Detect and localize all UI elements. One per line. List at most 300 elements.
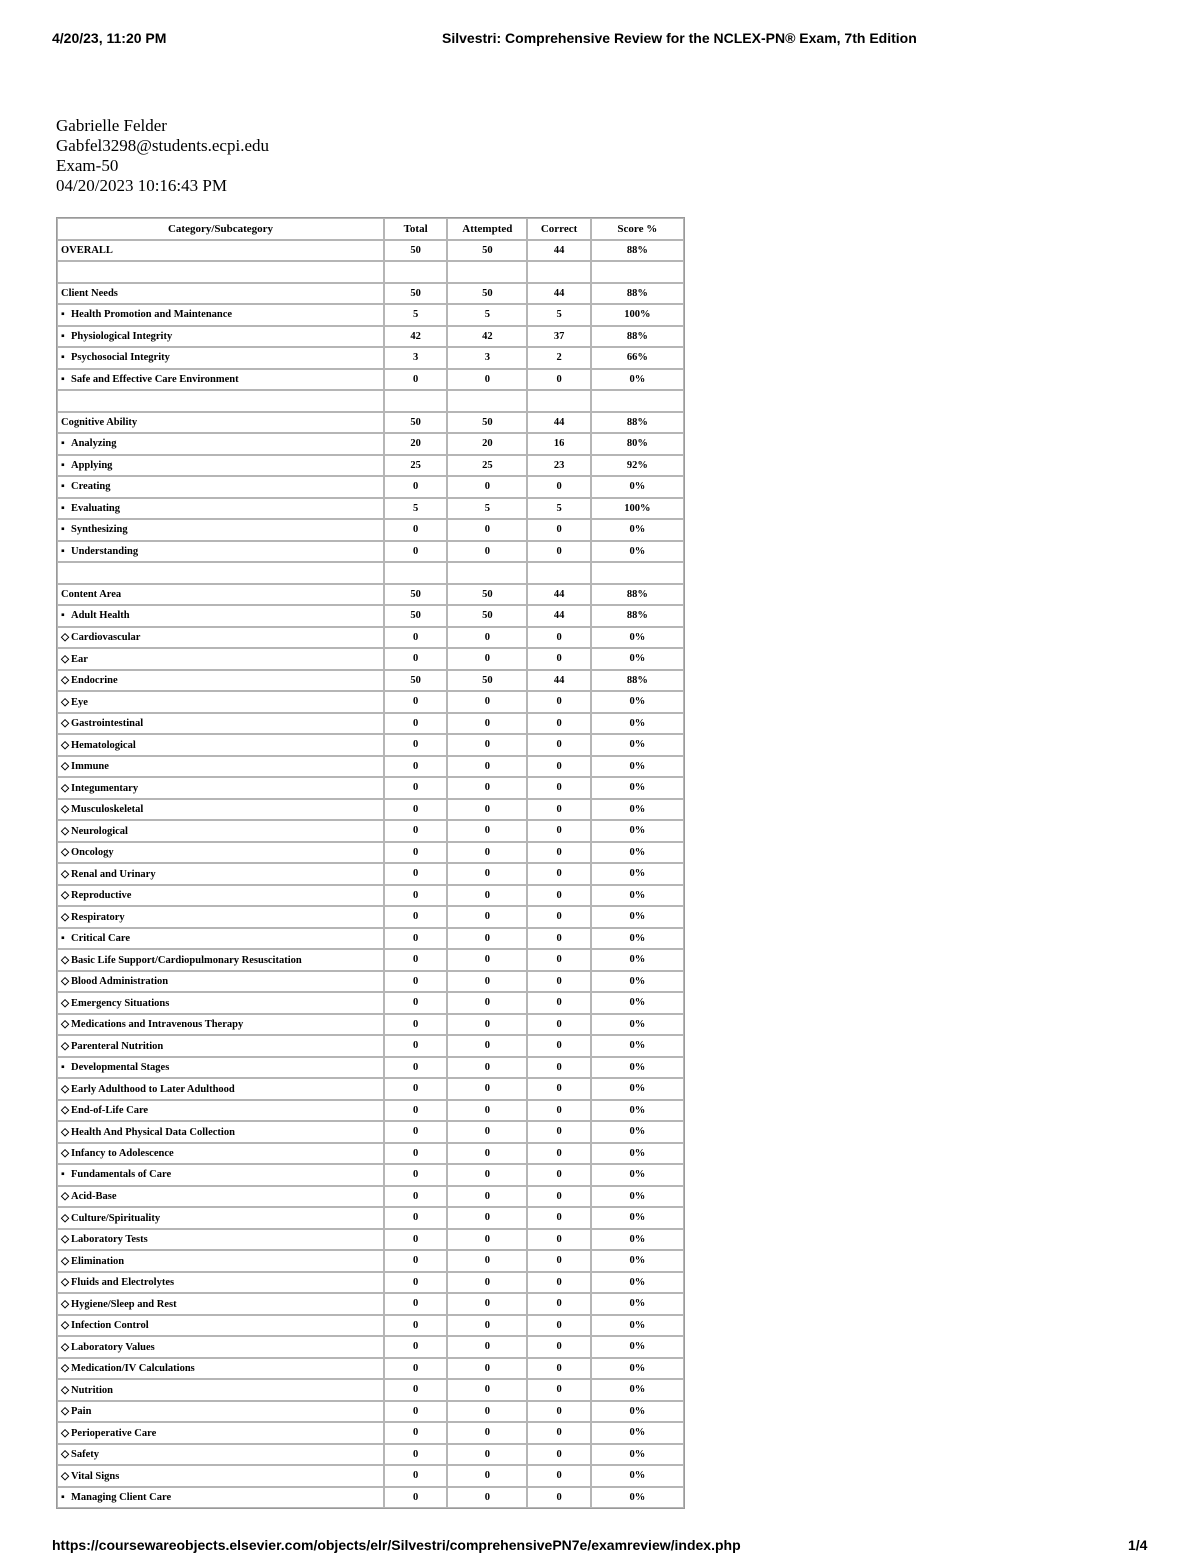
page-url: https://coursewareobjects.elsevier.com/objects/elr/Silvestri/comprehensivePN7e/examreview/index.php [52, 1537, 741, 1553]
column-header-category: Category/Subcategory [57, 218, 384, 240]
category-label: Laboratory Tests [71, 1234, 148, 1246]
correct-cell: 0 [527, 1444, 590, 1466]
total-cell: 3 [384, 347, 447, 369]
table-row [57, 240, 684, 262]
score-cell: 88% [591, 412, 684, 434]
score-cell: 0% [591, 1444, 684, 1466]
category-cell [57, 369, 384, 391]
score-cell: 0% [591, 906, 684, 928]
correct-cell: 0 [527, 1078, 590, 1100]
correct-cell: 0 [527, 519, 590, 541]
correct-cell: 0 [527, 863, 590, 885]
category-cell [57, 992, 384, 1014]
category-cell [57, 1465, 384, 1487]
table-row [57, 1336, 684, 1358]
correct-cell: 44 [527, 412, 590, 434]
diamond-bullet-icon: ◇ [61, 1040, 70, 1052]
attempted-cell: 0 [447, 1487, 527, 1509]
table-row [57, 1121, 684, 1143]
category-cell [57, 1444, 384, 1466]
diamond-bullet-icon: ◇ [61, 1320, 70, 1332]
table-row [57, 1272, 684, 1294]
total-cell: 0 [384, 1186, 447, 1208]
square-bullet-icon: ▪ [61, 481, 65, 493]
score-cell: 0% [591, 1035, 684, 1057]
attempted-cell: 0 [447, 1100, 527, 1122]
score-cell: 0% [591, 1358, 684, 1380]
score-cell: 0% [591, 1336, 684, 1358]
correct-cell: 0 [527, 1336, 590, 1358]
category-label: Renal and Urinary [71, 868, 156, 880]
category-cell [57, 799, 384, 821]
attempted-cell: 5 [447, 304, 527, 326]
total-cell: 0 [384, 820, 447, 842]
column-header-attempted: Attempted [447, 218, 527, 240]
correct-cell: 0 [527, 820, 590, 842]
score-cell: 0% [591, 949, 684, 971]
square-bullet-icon: ▪ [61, 610, 65, 622]
total-cell: 42 [384, 326, 447, 348]
score-cell: 0% [591, 519, 684, 541]
empty-cell [384, 261, 447, 283]
correct-cell: 16 [527, 433, 590, 455]
attempted-cell: 0 [447, 1078, 527, 1100]
table-row [57, 1465, 684, 1487]
correct-cell: 0 [527, 648, 590, 670]
category-cell [57, 584, 384, 606]
empty-cell [447, 390, 527, 412]
empty-cell [591, 562, 684, 584]
attempted-cell: 0 [447, 777, 527, 799]
category-label: Parenteral Nutrition [71, 1040, 164, 1052]
correct-cell: 0 [527, 1293, 590, 1315]
table-row [57, 1057, 684, 1079]
correct-cell: 0 [527, 756, 590, 778]
correct-cell: 0 [527, 1164, 590, 1186]
category-label: Cardiovascular [71, 632, 141, 644]
correct-cell: 0 [527, 1315, 590, 1337]
table-row [57, 541, 684, 563]
attempted-cell: 0 [447, 1336, 527, 1358]
total-cell: 0 [384, 1229, 447, 1251]
table-row [57, 1315, 684, 1337]
category-cell [57, 605, 384, 627]
correct-cell: 23 [527, 455, 590, 477]
attempted-cell: 3 [447, 347, 527, 369]
student-name: Gabrielle Felder [56, 116, 167, 135]
correct-cell: 37 [527, 326, 590, 348]
score-cell: 0% [591, 369, 684, 391]
correct-cell: 0 [527, 992, 590, 1014]
diamond-bullet-icon: ◇ [61, 718, 70, 730]
category-cell [57, 713, 384, 735]
correct-cell: 0 [527, 1057, 590, 1079]
attempted-cell: 0 [447, 928, 527, 950]
total-cell: 0 [384, 734, 447, 756]
category-label: Fluids and Electrolytes [71, 1277, 175, 1289]
correct-cell: 0 [527, 777, 590, 799]
category-label: Blood Administration [71, 976, 169, 988]
diamond-bullet-icon: ◇ [61, 1105, 70, 1117]
empty-cell [57, 562, 384, 584]
total-cell: 0 [384, 1422, 447, 1444]
empty-cell [384, 562, 447, 584]
category-label: Cognitive Ability [61, 416, 138, 428]
total-cell: 0 [384, 777, 447, 799]
category-cell [57, 842, 384, 864]
total-cell: 0 [384, 1465, 447, 1487]
column-header-total: Total [384, 218, 447, 240]
total-cell: 0 [384, 713, 447, 735]
attempted-cell: 0 [447, 1379, 527, 1401]
diamond-bullet-icon: ◇ [61, 1212, 70, 1224]
category-label: Managing Client Care [71, 1491, 172, 1503]
score-cell: 66% [591, 347, 684, 369]
category-label: Perioperative Care [71, 1427, 157, 1439]
category-label: End-of-Life Care [71, 1105, 149, 1117]
category-label: Content Area [61, 588, 122, 600]
category-label: Endocrine [71, 675, 118, 687]
category-label: Basic Life Support/Cardiopulmonary Resuscitation [71, 954, 302, 966]
diamond-bullet-icon: ◇ [61, 1277, 70, 1289]
category-cell [57, 1401, 384, 1423]
square-bullet-icon: ▪ [61, 373, 65, 385]
diamond-bullet-icon: ◇ [61, 911, 70, 923]
category-label: Musculoskeletal [71, 804, 144, 816]
category-label: Adult Health [71, 610, 130, 622]
category-cell [57, 455, 384, 477]
category-cell [57, 863, 384, 885]
category-label: Emergency Situations [71, 997, 170, 1009]
diamond-bullet-icon: ◇ [61, 1083, 70, 1095]
diamond-bullet-icon: ◇ [61, 997, 70, 1009]
diamond-bullet-icon: ◇ [61, 1470, 70, 1482]
total-cell: 0 [384, 1487, 447, 1509]
category-label: Oncology [71, 847, 114, 859]
table-row [57, 670, 684, 692]
square-bullet-icon: ▪ [61, 459, 65, 471]
column-header-correct: Correct [527, 218, 590, 240]
table-row [57, 1100, 684, 1122]
diamond-bullet-icon: ◇ [61, 1363, 70, 1375]
total-cell: 0 [384, 1250, 447, 1272]
score-cell: 0% [591, 648, 684, 670]
diamond-bullet-icon: ◇ [61, 868, 70, 880]
category-cell [57, 1014, 384, 1036]
score-cell: 0% [591, 1379, 684, 1401]
table-row [57, 498, 684, 520]
category-cell [57, 756, 384, 778]
spacer-row [57, 562, 684, 584]
total-cell: 0 [384, 1207, 447, 1229]
category-cell [57, 1121, 384, 1143]
table-row [57, 691, 684, 713]
attempted-cell: 0 [447, 713, 527, 735]
attempted-cell: 0 [447, 1164, 527, 1186]
correct-cell: 0 [527, 369, 590, 391]
table-row [57, 820, 684, 842]
attempted-cell: 0 [447, 906, 527, 928]
attempted-cell: 0 [447, 1401, 527, 1423]
attempted-cell: 0 [447, 820, 527, 842]
square-bullet-icon: ▪ [61, 524, 65, 536]
attempted-cell: 0 [447, 1186, 527, 1208]
score-cell: 0% [591, 1186, 684, 1208]
correct-cell: 44 [527, 605, 590, 627]
attempted-cell: 0 [447, 1250, 527, 1272]
diamond-bullet-icon: ◇ [61, 1449, 70, 1461]
score-cell: 0% [591, 734, 684, 756]
total-cell: 0 [384, 1444, 447, 1466]
spacer-row [57, 261, 684, 283]
attempted-cell: 0 [447, 1465, 527, 1487]
category-label: Safety [71, 1449, 99, 1461]
square-bullet-icon: ▪ [61, 1061, 65, 1073]
table-row [57, 842, 684, 864]
attempted-cell: 0 [447, 885, 527, 907]
category-cell [57, 541, 384, 563]
attempted-cell: 0 [447, 1035, 527, 1057]
table-row [57, 433, 684, 455]
score-cell: 0% [591, 842, 684, 864]
category-cell [57, 1057, 384, 1079]
category-label: Immune [71, 761, 109, 773]
category-cell [57, 1250, 384, 1272]
diamond-bullet-icon: ◇ [61, 825, 70, 837]
score-cell: 0% [591, 885, 684, 907]
table-row [57, 1186, 684, 1208]
empty-cell [527, 261, 590, 283]
attempted-cell: 0 [447, 1444, 527, 1466]
total-cell: 0 [384, 1272, 447, 1294]
score-cell: 0% [591, 1014, 684, 1036]
correct-cell: 0 [527, 1422, 590, 1444]
attempted-cell: 25 [447, 455, 527, 477]
category-cell [57, 498, 384, 520]
attempted-cell: 0 [447, 1014, 527, 1036]
category-cell [57, 1078, 384, 1100]
score-cell: 0% [591, 1250, 684, 1272]
attempted-cell: 50 [447, 412, 527, 434]
score-cell: 0% [591, 1293, 684, 1315]
category-cell [57, 885, 384, 907]
correct-cell: 0 [527, 906, 590, 928]
total-cell: 0 [384, 1121, 447, 1143]
total-cell: 0 [384, 885, 447, 907]
total-cell: 0 [384, 1358, 447, 1380]
empty-cell [591, 261, 684, 283]
table-header-row [57, 218, 684, 240]
table-row [57, 1250, 684, 1272]
table-row [57, 1164, 684, 1186]
diamond-bullet-icon: ◇ [61, 739, 70, 751]
category-label: Neurological [71, 825, 128, 837]
category-cell [57, 519, 384, 541]
score-cell: 88% [591, 584, 684, 606]
total-cell: 0 [384, 1379, 447, 1401]
table-row [57, 863, 684, 885]
table-row [57, 992, 684, 1014]
category-cell [57, 283, 384, 305]
attempted-cell: 0 [447, 756, 527, 778]
correct-cell: 0 [527, 734, 590, 756]
category-cell [57, 928, 384, 950]
correct-cell: 0 [527, 842, 590, 864]
total-cell: 0 [384, 992, 447, 1014]
category-cell [57, 1186, 384, 1208]
square-bullet-icon: ▪ [61, 932, 65, 944]
score-cell: 0% [591, 1143, 684, 1165]
attempted-cell: 50 [447, 584, 527, 606]
table-row [57, 713, 684, 735]
square-bullet-icon: ▪ [61, 438, 65, 450]
category-cell [57, 734, 384, 756]
total-cell: 0 [384, 906, 447, 928]
total-cell: 0 [384, 1401, 447, 1423]
attempted-cell: 5 [447, 498, 527, 520]
table-row [57, 1401, 684, 1423]
diamond-bullet-icon: ◇ [61, 1341, 70, 1353]
attempted-cell: 50 [447, 240, 527, 262]
category-cell [57, 1207, 384, 1229]
score-cell: 0% [591, 476, 684, 498]
score-cell: 0% [591, 799, 684, 821]
correct-cell: 0 [527, 799, 590, 821]
table-row [57, 756, 684, 778]
category-cell [57, 412, 384, 434]
score-cell: 0% [591, 713, 684, 735]
total-cell: 50 [384, 240, 447, 262]
square-bullet-icon: ▪ [61, 1491, 65, 1503]
table-row [57, 304, 684, 326]
category-cell [57, 347, 384, 369]
diamond-bullet-icon: ◇ [61, 761, 70, 773]
total-cell: 0 [384, 863, 447, 885]
category-label: Applying [71, 459, 113, 471]
score-cell: 0% [591, 1401, 684, 1423]
total-cell: 50 [384, 584, 447, 606]
category-label: Client Needs [61, 287, 118, 299]
score-cell: 0% [591, 820, 684, 842]
diamond-bullet-icon: ◇ [61, 1427, 70, 1439]
category-cell [57, 648, 384, 670]
table-row [57, 627, 684, 649]
score-cell: 0% [591, 627, 684, 649]
total-cell: 50 [384, 605, 447, 627]
correct-cell: 0 [527, 971, 590, 993]
total-cell: 0 [384, 1293, 447, 1315]
total-cell: 0 [384, 971, 447, 993]
spacer-row [57, 390, 684, 412]
score-cell: 0% [591, 1487, 684, 1509]
total-cell: 0 [384, 627, 447, 649]
correct-cell: 2 [527, 347, 590, 369]
score-cell: 0% [591, 971, 684, 993]
attempted-cell: 20 [447, 433, 527, 455]
category-label: Gastrointestinal [71, 718, 144, 730]
total-cell: 0 [384, 799, 447, 821]
correct-cell: 0 [527, 1379, 590, 1401]
total-cell: 0 [384, 1014, 447, 1036]
total-cell: 0 [384, 1078, 447, 1100]
category-label: Infancy to Adolescence [71, 1148, 174, 1160]
square-bullet-icon: ▪ [61, 502, 65, 514]
score-cell: 88% [591, 240, 684, 262]
diamond-bullet-icon: ◇ [61, 954, 70, 966]
score-cell: 0% [591, 1315, 684, 1337]
total-cell: 50 [384, 283, 447, 305]
print-datetime: 4/20/23, 11:20 PM [52, 30, 167, 46]
table-row [57, 906, 684, 928]
score-cell: 0% [591, 777, 684, 799]
empty-cell [447, 562, 527, 584]
table-row [57, 283, 684, 305]
total-cell: 0 [384, 1315, 447, 1337]
category-cell [57, 820, 384, 842]
category-label: Hygiene/Sleep and Rest [71, 1298, 177, 1310]
empty-cell [591, 390, 684, 412]
category-cell [57, 1293, 384, 1315]
category-cell [57, 971, 384, 993]
total-cell: 5 [384, 498, 447, 520]
category-label: Elimination [71, 1255, 125, 1267]
total-cell: 0 [384, 1100, 447, 1122]
category-label: Medications and Intravenous Therapy [71, 1019, 244, 1031]
score-cell: 0% [591, 1207, 684, 1229]
table-row [57, 347, 684, 369]
table-row [57, 605, 684, 627]
diamond-bullet-icon: ◇ [61, 1148, 70, 1160]
table-row [57, 369, 684, 391]
score-cell: 0% [591, 863, 684, 885]
category-label: Culture/Spirituality [71, 1212, 161, 1224]
score-cell: 0% [591, 992, 684, 1014]
diamond-bullet-icon: ◇ [61, 1234, 70, 1246]
diamond-bullet-icon: ◇ [61, 1191, 70, 1203]
category-label: Integumentary [71, 782, 139, 794]
category-label: Critical Care [71, 932, 130, 944]
category-label: Infection Control [71, 1320, 149, 1332]
score-cell: 88% [591, 605, 684, 627]
table-row [57, 1379, 684, 1401]
correct-cell: 44 [527, 670, 590, 692]
table-row [57, 519, 684, 541]
category-cell [57, 1164, 384, 1186]
total-cell: 0 [384, 369, 447, 391]
correct-cell: 0 [527, 928, 590, 950]
table-row [57, 584, 684, 606]
category-label: Reproductive [71, 890, 132, 902]
correct-cell: 0 [527, 1121, 590, 1143]
diamond-bullet-icon: ◇ [61, 1019, 70, 1031]
attempted-cell: 50 [447, 283, 527, 305]
empty-cell [527, 562, 590, 584]
total-cell: 0 [384, 519, 447, 541]
correct-cell: 0 [527, 1401, 590, 1423]
table-row [57, 1293, 684, 1315]
attempted-cell: 0 [447, 1358, 527, 1380]
table-row [57, 1207, 684, 1229]
attempted-cell: 0 [447, 1229, 527, 1251]
score-cell: 92% [591, 455, 684, 477]
attempted-cell: 0 [447, 949, 527, 971]
diamond-bullet-icon: ◇ [61, 653, 70, 665]
attempted-cell: 0 [447, 541, 527, 563]
category-cell [57, 433, 384, 455]
empty-cell [384, 390, 447, 412]
table-row [57, 455, 684, 477]
table-row [57, 476, 684, 498]
